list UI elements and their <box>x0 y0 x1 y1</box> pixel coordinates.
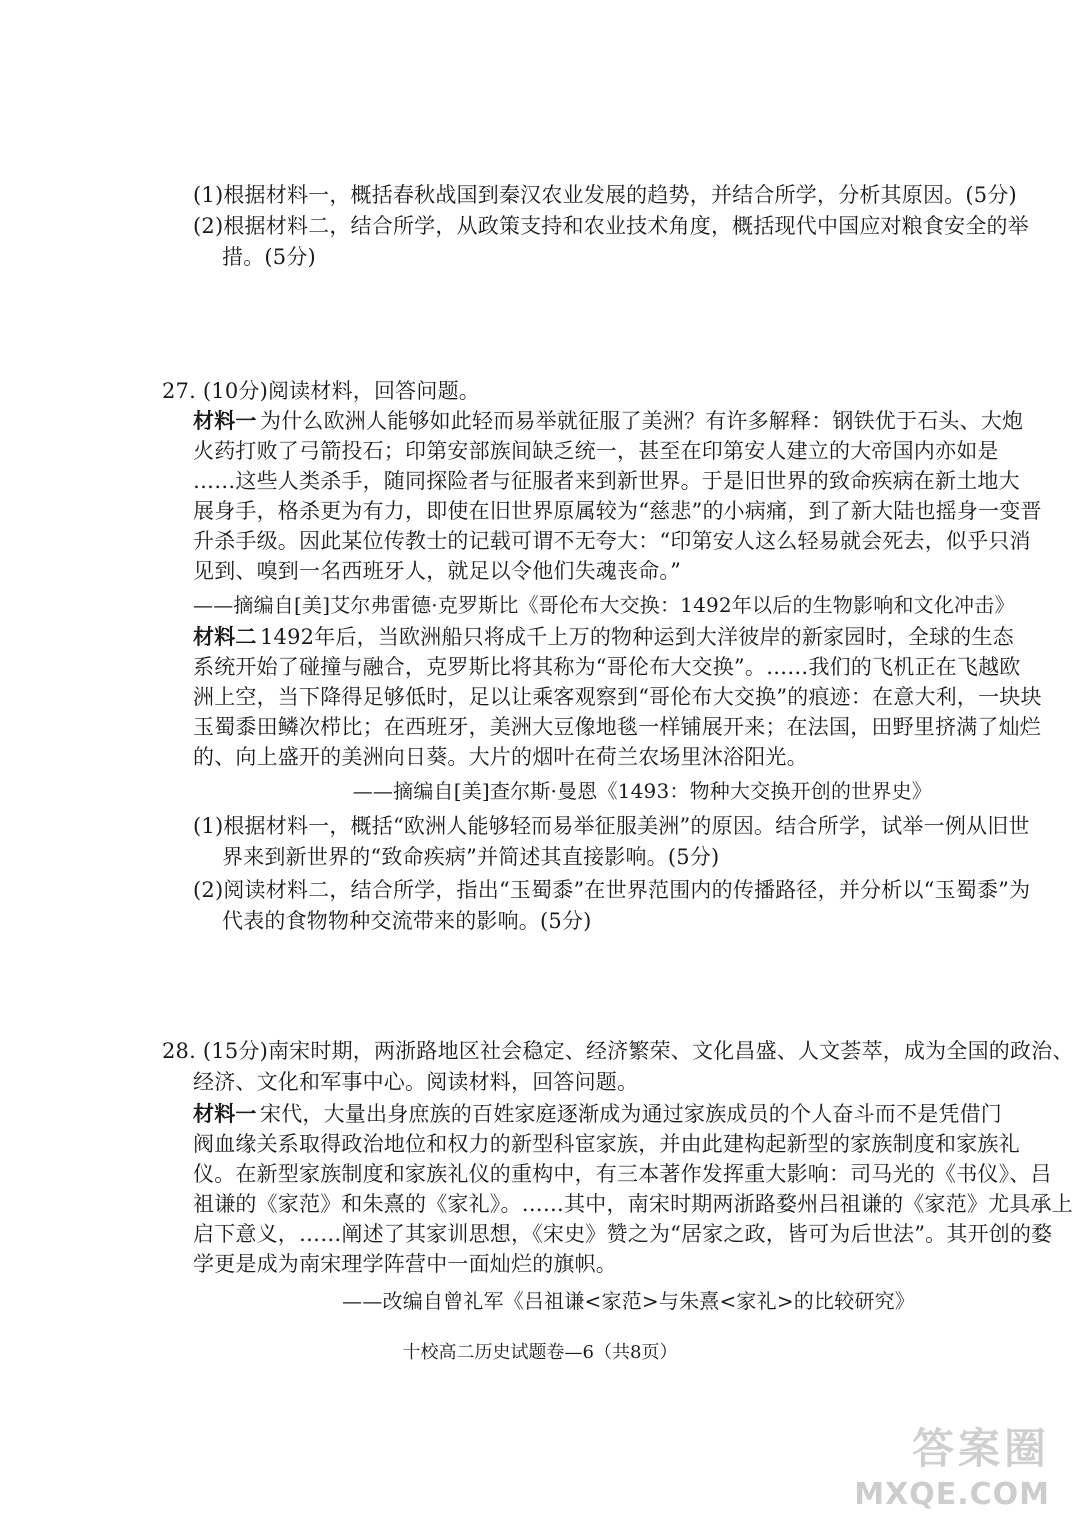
q28-material1-line2: 阀血缘关系取得政治地位和权力的新型科宦家族，并由此建构起新型的家族制度和家族礼 <box>193 1132 1020 1156</box>
q27-subquestion-2-line1: (2)阅读材料二，结合所学，指出“玉蜀黍”在世界范围内的传播路径，并分析以“玉蜀黍”为 <box>193 878 1031 902</box>
q27-subquestion-1-line1: (1)根据材料一，概括“欧洲人能够轻而易举征服美洲”的原因。结合所学，试举一例从旧世 <box>193 814 1030 838</box>
q28-material1-line6: 学更是成为南宋理学阵营中一面灿烂的旗帜。 <box>193 1252 617 1276</box>
q26-subquestion-2-line2: 措。(5分) <box>222 245 316 269</box>
q28-material1-line3: 仪。在新型家族制度和家族礼仪的重构中，有三本著作发挥重大影响：司马光的《书仪》、吕 <box>193 1162 1052 1186</box>
q27-subquestion-1-line2: 界来到新世界的“致命疾病”并简述其直接影响。(5分) <box>222 845 720 869</box>
q27-material2-line5: 的、向上盛开的美洲向日葵。大片的烟叶在荷兰农场里沐浴阳光。 <box>193 745 808 769</box>
q28-material1-line5: 启下意义，……阐述了其家训思想，《宋史》赞之为“居家之政，皆可为后世法”。其开创的婺 <box>193 1222 1053 1246</box>
q27-material1-line3: ……这些人类杀手，随同探险者与征服者来到新世界。于是旧世界的致命疾病在新土地大 <box>193 469 1020 493</box>
q27-header: 27. (10分)阅读材料，回答问题。 <box>162 379 480 403</box>
q27-material2-label: 材料二 <box>193 624 257 649</box>
q28-material1-label: 材料一 <box>193 1101 257 1126</box>
q28-material1-line1: 宋代，大量出身庶族的百姓家庭逐渐成为通过家族成员的个人奋斗而不是凭借门 <box>260 1102 1002 1126</box>
q27-material1-line6: 见到、嗅到一名西班牙人，就足以令他们失魂丧命。” <box>193 559 682 583</box>
watermark-logo: 答案圈 <box>911 1424 1050 1473</box>
q27-subquestion-2-line2: 代表的食物物种交流带来的影响。(5分) <box>222 909 592 933</box>
watermark <box>850 1420 1050 1520</box>
q27-material2-line2: 系统开始了碰撞与融合，克罗斯比将其称为“哥伦布大交换”。……我们的飞机正在飞越欧 <box>193 655 1021 679</box>
q26-subquestion-2-line1: (2)根据材料二，结合所学，从政策支持和农业技术角度，概括现代中国应对粮食安全的举 <box>193 214 1029 238</box>
watermark-url: MXQE.COM <box>854 1477 1050 1512</box>
q27-material2-line4: 玉蜀黍田鳞次栉比；在西班牙，美洲大豆像地毯一样铺展开来；在法国，田野里挤满了灿烂 <box>193 715 1041 739</box>
q27-material2-source: ——摘编自[美]查尔斯·曼恩《1493：物种大交换开创的世界史》 <box>352 779 932 803</box>
q26-subquestion-1: (1)根据材料一，概括春秋战国到秦汉农业发展的趋势，并结合所学，分析其原因。(5分) <box>193 183 1017 207</box>
q27-material2-line1: 1492年后，当欧洲船只将成千上万的物种运到大洋彼岸的新家园时，全球的生态 <box>260 625 1014 649</box>
q27-material1-label: 材料一 <box>193 408 257 433</box>
q27-material1-source: ——摘编自[美]艾尔弗雷德·克罗斯比《哥伦布大交换：1492年以后的生物影响和文化冲击》 <box>193 593 1015 617</box>
q27-material1-line2: 火药打败了弓箭投石；印第安部族间缺乏统一，甚至在印第安人建立的大帝国内亦如是 <box>193 439 999 463</box>
q28-header-line2: 经济、文化和军事中心。阅读材料，回答问题。 <box>193 1070 639 1094</box>
q27-material1-line1: 为什么欧洲人能够如此轻而易举就征服了美洲？有许多解释：钢铁优于石头、大炮 <box>260 409 1024 433</box>
q27-material1-line5: 升杀手级。因此某位传教士的记载可谓不无夸大：“印第安人这么轻易就会死去，似乎只消 <box>193 529 1031 553</box>
page-footer: 十校高二历史试题卷—6（共8页） <box>402 1342 678 1363</box>
q27-material1-line4: 展身手，格杀更为有力，即使在旧世界原属较为“慈悲”的小病痛，到了新大陆也摇身一变晋 <box>193 499 1042 523</box>
q28-material1-source: ——改编自曾礼军《吕祖谦<家范>与朱熹<家礼>的比较研究》 <box>342 1289 915 1313</box>
q27-material2-line3: 洲上空，当下降得足够低时，足以让乘客观察到“哥伦布大交换”的痕迹：在意大利，一块块 <box>193 685 1042 709</box>
q28-material1-line4: 祖谦的《家范》和朱熹的《家礼》。……其中，南宋时期两浙路婺州吕祖谦的《家范》尤具承上 <box>193 1192 1073 1216</box>
q28-header-line1: 28. (15分)南宋时期，两浙路地区社会稳定、经济繁荣、文化昌盛、人文荟萃，成为全国的政治、 <box>162 1039 1074 1063</box>
